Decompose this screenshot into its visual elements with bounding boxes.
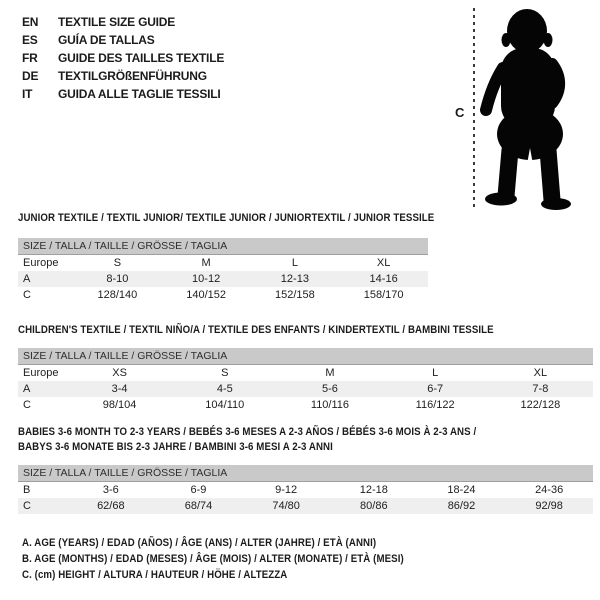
table-row bbox=[18, 381, 593, 397]
silhouette-head bbox=[507, 9, 547, 53]
row-label-cell: B bbox=[23, 483, 31, 496]
language-code: ES bbox=[22, 33, 38, 47]
silhouette-left-leg bbox=[506, 150, 510, 196]
cell: 74/80 bbox=[242, 498, 330, 514]
row-label-cell: C bbox=[18, 498, 67, 514]
cell: 14-16 bbox=[339, 271, 428, 287]
cell: 128/140 bbox=[97, 288, 138, 301]
table-header-row bbox=[18, 465, 593, 482]
row-label-cell: A bbox=[18, 381, 67, 397]
cell: XL bbox=[376, 256, 391, 269]
children-table-title: CHILDREN'S TEXTILE / TEXTIL NIÑO/A / TEXTILE DES ENFANTS / KINDERTEXTIL / BAMBINI TESSILE bbox=[18, 324, 494, 336]
table-row bbox=[18, 482, 593, 498]
legend-line-b: B. AGE (MONTHS) / EDAD (MESES) / ÂGE (MOIS) / ALTER (MONATE) / ETÀ (MESI) bbox=[22, 553, 404, 565]
list-item bbox=[22, 85, 224, 103]
toddler-silhouette bbox=[485, 9, 571, 210]
size-header-cell: SIZE / TALLA / TAILLE / GRÖSSE / TAGLIA bbox=[18, 348, 593, 365]
cell: 116/122 bbox=[415, 398, 455, 411]
cell: 62/68 bbox=[67, 498, 155, 514]
row-label-cell: C bbox=[23, 288, 31, 301]
cell: L bbox=[291, 256, 298, 269]
table-row bbox=[18, 365, 593, 381]
cell: 12-13 bbox=[251, 271, 340, 287]
silhouette-left-foot bbox=[485, 193, 517, 206]
language-code: IT bbox=[22, 87, 33, 101]
cell: S bbox=[113, 256, 122, 269]
table-row bbox=[18, 498, 593, 514]
cell: M bbox=[201, 256, 211, 269]
guide-title-text: TEXTILE SIZE GUIDE bbox=[58, 15, 176, 29]
babies-table-title-line1: BABIES 3-6 MONTH TO 2-3 YEARS / BEBÉS 3-6 MESES A 2-3 AÑOS / BÉBÉS 3-6 MOIS À 2-3 ANS / bbox=[18, 426, 477, 438]
table-header-row bbox=[18, 238, 428, 255]
legend-line-c: C. (cm) HEIGHT / ALTURA / HAUTEUR / HÖHE / ALTEZZA bbox=[22, 569, 288, 581]
language-title-list bbox=[22, 13, 224, 103]
cell: S bbox=[221, 366, 229, 379]
table-row bbox=[18, 271, 428, 287]
cell: 140/152 bbox=[186, 288, 226, 301]
row-label-cell: Europe bbox=[23, 366, 59, 379]
cell: 92/98 bbox=[505, 498, 593, 514]
cell: 10-12 bbox=[162, 271, 251, 287]
cell: 3-4 bbox=[67, 381, 172, 397]
babies-table-title bbox=[18, 425, 476, 454]
list-item bbox=[22, 67, 224, 85]
height-marker-label: C bbox=[455, 105, 465, 120]
measurement-legend bbox=[22, 535, 456, 583]
cell: 152/158 bbox=[274, 288, 315, 301]
table-row bbox=[18, 287, 428, 303]
list-item bbox=[22, 31, 224, 49]
babies-table-title-line2: BABYS 3-6 MONATE BIS 2-3 JAHRE / BAMBINI 3-6 MESI A 2-3 ANNI bbox=[18, 440, 333, 453]
cell: 3-6 bbox=[102, 483, 119, 496]
guide-title-text: TEXTILGRÖßENFÜHRUNG bbox=[58, 69, 207, 83]
cell: 12-18 bbox=[359, 483, 388, 496]
guide-title-text: GUIDE DES TAILLES TEXTILE bbox=[58, 51, 225, 65]
cell: 98/104 bbox=[102, 398, 137, 411]
cell: XL bbox=[533, 366, 548, 379]
silhouette-right-leg bbox=[548, 150, 552, 200]
cell: 8-10 bbox=[73, 271, 162, 287]
silhouette-right-foot bbox=[541, 198, 571, 210]
cell: L bbox=[432, 366, 439, 379]
junior-size-table bbox=[18, 238, 428, 303]
guide-title-text: GUÍA DE TALLAS bbox=[58, 33, 155, 47]
table-row bbox=[18, 397, 593, 413]
list-item bbox=[22, 49, 224, 67]
cell: 80/86 bbox=[330, 498, 418, 514]
size-header-cell: SIZE / TALLA / TAILLE / GRÖSSE / TAGLIA bbox=[18, 465, 593, 482]
table-header-row bbox=[18, 348, 593, 365]
row-label-cell: A bbox=[18, 271, 73, 287]
cell: 104/110 bbox=[205, 398, 245, 411]
cell: 18-24 bbox=[447, 483, 476, 496]
cell: 5-6 bbox=[277, 381, 382, 397]
cell: M bbox=[325, 366, 335, 379]
size-header-cell: SIZE / TALLA / TAILLE / GRÖSSE / TAGLIA bbox=[18, 238, 428, 255]
language-code: DE bbox=[22, 69, 39, 83]
language-code: FR bbox=[22, 51, 38, 65]
language-code: EN bbox=[22, 15, 39, 29]
cell: 86/92 bbox=[418, 498, 506, 514]
cell: 122/128 bbox=[520, 398, 561, 411]
row-label-cell: C bbox=[23, 398, 31, 411]
cell: 9-12 bbox=[275, 483, 298, 496]
cell: 4-5 bbox=[172, 381, 277, 397]
cell: 6-9 bbox=[190, 483, 207, 496]
children-size-table bbox=[18, 348, 593, 413]
legend-line-a: A. AGE (YEARS) / EDAD (AÑOS) / ÂGE (ANS) / ALTER (JAHRE) / ETÀ (ANNI) bbox=[22, 537, 377, 549]
silhouette-left-arm bbox=[486, 68, 503, 110]
cell: 7-8 bbox=[488, 381, 593, 397]
cell: 6-7 bbox=[383, 381, 488, 397]
cell: 24-36 bbox=[535, 483, 564, 496]
row-label-cell: Europe bbox=[23, 256, 59, 269]
junior-table-title: JUNIOR TEXTILE / TEXTIL JUNIOR/ TEXTILE JUNIOR / JUNIORTEXTIL / JUNIOR TESSILE bbox=[18, 212, 435, 224]
cell: 158/170 bbox=[363, 288, 404, 301]
guide-title-text: GUIDA ALLE TAGLIE TESSILI bbox=[58, 87, 221, 101]
table-row bbox=[18, 255, 428, 271]
list-item bbox=[22, 13, 224, 31]
cell: 68/74 bbox=[155, 498, 243, 514]
cell: 110/116 bbox=[310, 398, 350, 411]
cell: XS bbox=[112, 366, 127, 379]
babies-size-table bbox=[18, 465, 593, 514]
